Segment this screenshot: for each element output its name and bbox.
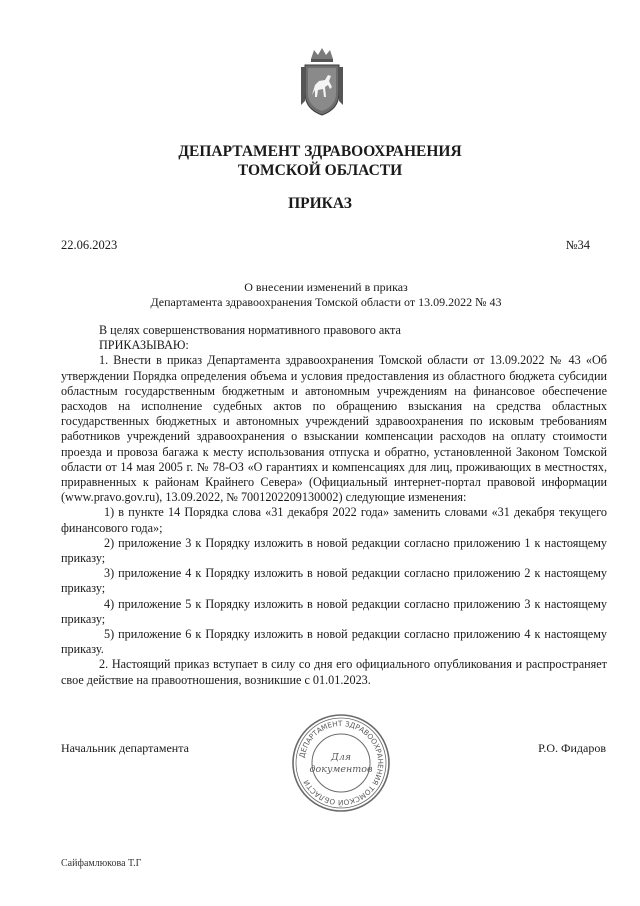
department-name-line2: ТОМСКОЙ ОБЛАСТИ — [237, 162, 403, 179]
subitem-5: 5) приложение 6 к Порядку изложить в новой редакции согласно приложению 4 к настоящему приказу. — [61, 627, 607, 657]
order-number: №34 — [565, 238, 590, 252]
item-1: 1. Внести в приказ Департамента здравоохранения Томской области от 13.09.2022 № 43 «Об утверждении Порядка определения объема и условия предоставления из областного бюджета субсидии областным государственным бюджетным и автономным учреждениям на финансовое обеспечение расходов на исполнение судебных актов по обращению взыскания на средства областных государственных бюджетных и автономных учреждений здравоохранения по исковым требованиям работников учреждений здравоохранения о взыскании компенсации расходов на оплату стоимости проезда и провоза багажа к месту использования отпуска и обратно, установленной Законом Томской области от 14 мая 2005 г. № 78-ОЗ «О гарантиях и компенсациях для лиц, проживающих в местностях, приравненных к районам Крайнего Севера» (Официальный интернет-портал правовой информации (www.pravo.gov.ru), 13.09.2022, № 7001202209130002) следующие изменения: — [61, 353, 607, 505]
document-type-title: ПРИКАЗ — [288, 195, 352, 212]
preamble: В целях совершенствования нормативного правового акта — [99, 323, 401, 337]
subitem-4: 4) приложение 5 к Порядку изложить в новой редакции согласно приложению 3 к настоящему приказу; — [61, 596, 607, 626]
item-2: 2. Настоящий приказ вступает в силу со дня его официального опубликования и распространяет свое действие на правоотношения, возникшие с 01.01.2023. — [61, 657, 607, 687]
subject-line1: О внесении изменений в приказ — [244, 280, 408, 294]
executor-name: Сайфамлюкова Т.Г — [61, 858, 142, 869]
stamp-inner-line2: документов — [309, 764, 373, 775]
stamp-outer-text: ДЕПАРТАМЕНТ ЗДРАВООХРАНЕНИЯ ТОМСКОЙ ОБЛАСТИ — [297, 718, 386, 808]
signer-name: Р.О. Фидаров — [538, 741, 606, 755]
subitem-3: 3) приложение 4 к Порядку изложить в новой редакции согласно приложению 2 к настоящему приказу; — [61, 566, 607, 596]
order-word: ПРИКАЗЫВАЮ: — [99, 338, 189, 353]
order-date: 22.06.2023 — [61, 238, 118, 252]
department-name-line1: ДЕПАРТАМЕНТ ЗДРАВООХРАНЕНИЯ — [178, 143, 462, 160]
subject-line2: Департамента здравоохранения Томской области от 13.09.2022 № 43 — [150, 295, 502, 309]
coat-of-arms-icon — [297, 45, 347, 117]
subitem-1: 1) в пункте 14 Порядка слова «31 декабря 2022 года» заменить словами «31 декабря текущего финансового года»; — [61, 505, 607, 535]
signer-title: Начальник департамента — [61, 741, 189, 755]
order-body — [61, 323, 607, 688]
subitem-2: 2) приложение 3 к Порядку изложить в новой редакции согласно приложению 1 к настоящему приказу; — [61, 535, 607, 566]
official-stamp — [290, 712, 392, 814]
stamp-inner-line1: Для — [330, 752, 352, 763]
order-subject — [60, 280, 592, 310]
